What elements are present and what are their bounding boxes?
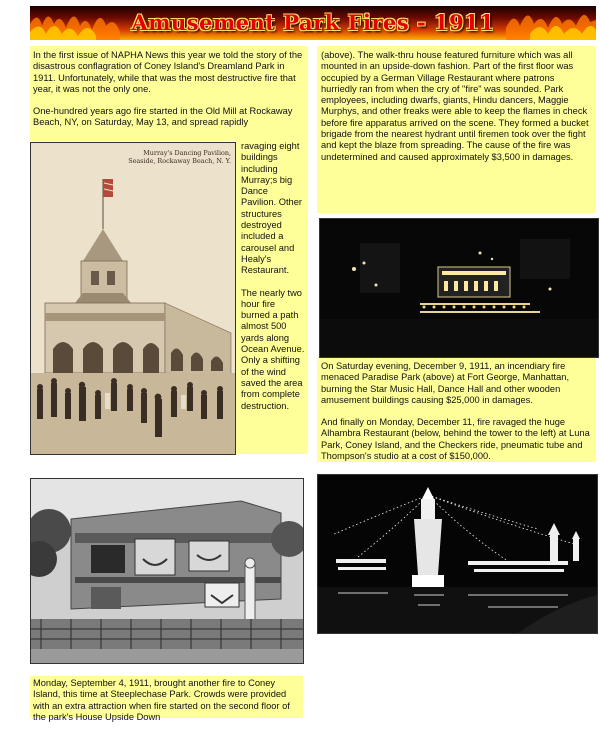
intro-text-block bbox=[30, 46, 308, 141]
rockaway-side-text bbox=[236, 141, 308, 454]
page-title: Amusement Park Fires - 1911 bbox=[131, 10, 495, 35]
steeplechase-house-photo bbox=[30, 478, 304, 664]
steeplechase-text-block bbox=[30, 676, 303, 722]
murrays-pavilion-photo bbox=[30, 142, 236, 455]
intro-paragraph: In the first issue of NAPHA News this year we told the story of the disastrous conflagration of Coney Island's Dreamland Park in 1911. Unfortunately, while that was the most destructive fire that year, it was not the only one. bbox=[33, 50, 303, 94]
luna-park-night-photo bbox=[317, 474, 598, 634]
luna-paragraph: And finally on Monday, December 11, fire ravaged the huge Alhambra Restaurant (below, behind the tower to the left) at Luna Park, Coney Island, and the Checkers ride, pneumatic tube and Thompson's studio at a cost of $150,000. bbox=[321, 417, 590, 462]
photo-caption-2: Seaside, Rockaway Beach, N. Y. bbox=[128, 157, 231, 165]
rockaway-side-paragraph: ravaging eight buildings including Murray;s big Dance Pavilion. Other structures destroyed included a carousel and Healy's Restaurant. bbox=[241, 141, 302, 276]
paradise-luna-text-block bbox=[317, 358, 596, 462]
steeplechase-continued-paragraph: (above). The walk-thru house featured furniture which was all mounted in an upside-down fashion. Part of the first floor was occupied by a German Village Restaurant where patrons hurriedly ran from when the cry of "fire" was sounded. Park employees, including dwarfs, giants, Hindu dancers, Maggie Murphys, and other freaks were able to keep the flames in check before fire apparatus arrived on the scene. They formed a bucket brigade from the nearest hydrant until firemen took over the fight and kept the blaze from spreading. The cause of the fire was undetermined and caused approximately $3,500 in damages. bbox=[321, 50, 589, 162]
paradise-park-night-photo bbox=[319, 218, 599, 358]
steeplechase-paragraph: Monday, September 4, 1911, brought another fire to Coney Island, this time at Steeplechase Park. Crowds were provided with an extra attraction when fire started on the second floor of the park's House Upside Down bbox=[33, 678, 290, 722]
steeplechase-continued-block bbox=[317, 46, 596, 213]
paradise-paragraph: On Saturday evening, December 9, 1911, an incendiary fire menaced Paradise Park (above) at Fort George, Manhattan, burning the Star Music Hall, Dance Hall and other wooden amusement buildings causing $25,000 in damages. bbox=[321, 361, 570, 405]
rockaway-lead-paragraph: One-hundred years ago fire started in the Old Mill at Rockaway Beach, NY, on Saturday, May 13, and spread rapidly bbox=[33, 106, 293, 128]
title-banner bbox=[30, 6, 596, 40]
photo-caption-1: Murray's Dancing Pavilion, bbox=[143, 149, 231, 157]
rockaway-side-paragraph-2: The nearly two hour fire burned a path almost 500 yards along Ocean Avenue. Only a shifting of the wind saved the area from complete destruction. bbox=[241, 287, 305, 411]
